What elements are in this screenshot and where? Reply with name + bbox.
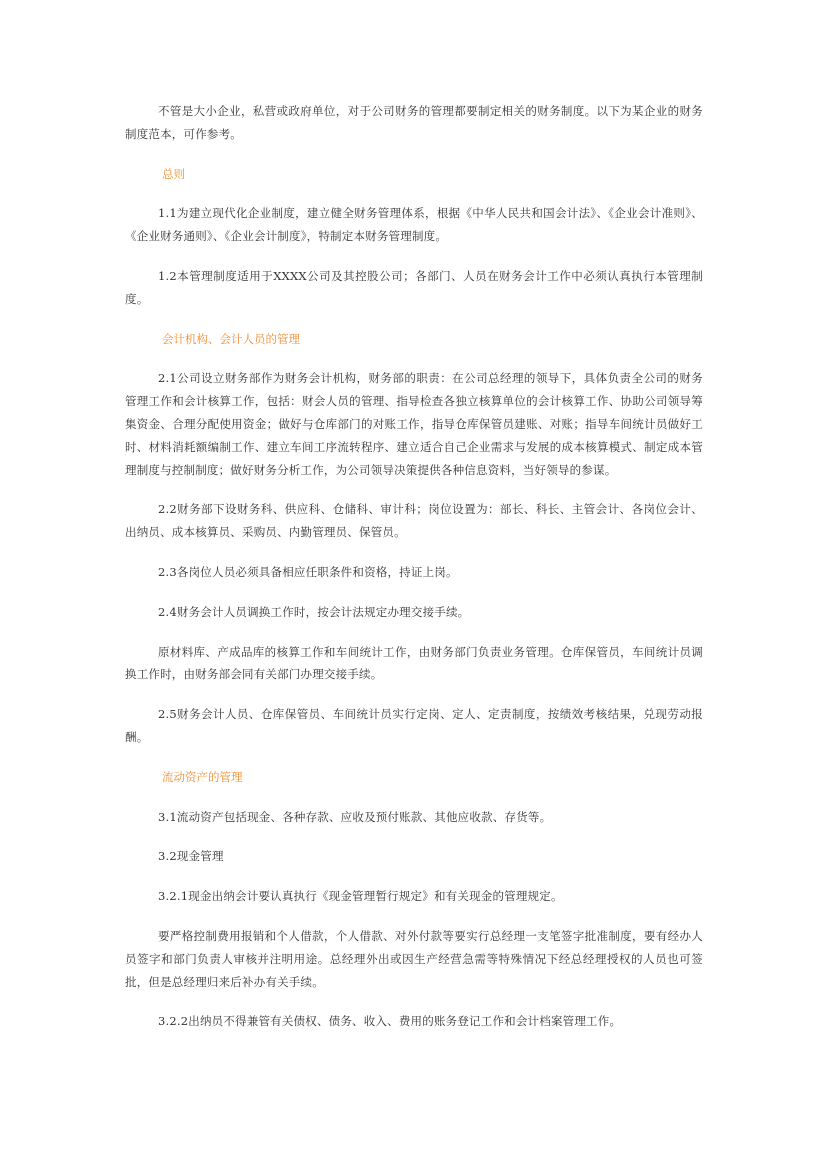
- document-page: [125, 100, 703, 1050]
- section-heading-general: 总则: [162, 166, 185, 181]
- paragraph-3-2-1b: 要严格控制费用报销和个人借款，个人借款、对外付款等要实行总经理一支笔签字批准制度，要有经办人员签字和部门负责人审核并注明用途。总经理外出或因生产经营急需等特殊情况下经总经理授权的人员也可签批，但是总经理归来后补办有关手续。: [125, 928, 703, 989]
- section-heading-accounting-staff: 会计机构、会计人员的管理: [162, 331, 300, 346]
- paragraph-2-5: 2.5财务会计人员、仓库保管员、车间统计员实行定岗、定人、定责制度，按绩效考核结果，兑现劳动报酬。: [125, 707, 703, 744]
- intro-paragraph: 不管是大小企业，私营或政府单位，对于公司财务的管理都要制定相关的财务制度。以下为某企业的财务制度范本，可作参考。: [125, 104, 703, 141]
- paragraph-2-3: 2.3各岗位人员必须具备相应任职条件和资格，持证上岗。: [158, 564, 458, 579]
- paragraph-2-2: 2.2财务部下设财务科、供应科、仓储科、审计科；岗位设置为：部长、科长、主管会计、各岗位会计、出纳员、成本核算员、采购员、内勤管理员、保管员。: [125, 502, 703, 540]
- section-heading-current-assets: 流动资产的管理: [162, 769, 243, 784]
- paragraph-2-4: 2.4财务会计人员调换工作时，按会计法规定办理交接手续。: [158, 604, 470, 619]
- paragraph-3-2-1: 3.2.1现金出纳会计要认真执行《现金管理暂行规定》和有关现金的管理规定。: [158, 889, 563, 904]
- paragraph-2-1: 2.1公司设立财务部作为财务会计机构，财务部的职责：在公司总经理的领导下，具体负责全公司的财务管理工作和会计核算工作，包括：财会人员的管理、指导检查各独立核算单位的会计核算工作、协助公司领导筹集资金、合理分配使用资金；做好与仓库部门的对账工作，指导仓库保管员建账、对账；指导车间统计员做好工时、材料消耗额编制工作、建立车间工序流转程序、建立适合自己企业需求与发展的成本核算模式、制定成本管理制度与控制制度；做好财务分析工作，为公司领导决策提供各种信息资料，当好领导的参谋。: [125, 371, 703, 477]
- paragraph-2-4b: 原材料库、产成品库的核算工作和车间统计工作，由财务部门负责业务管理。仓库保管员，车间统计员调换工作时，由财务部会同有关部门办理交接手续。: [125, 644, 703, 682]
- paragraph-1-2: 1.2本管理制度适用于XXXX公司及其控股公司；各部门、人员在财务会计工作中必须认真执行本管理制度。: [125, 268, 703, 306]
- paragraph-3-2: 3.2现金管理: [158, 849, 224, 864]
- paragraph-3-2-2: 3.2.2出纳员不得兼管有关债权、债务、收入、费用的账务登记工作和会计档案管理工作。: [158, 1014, 622, 1029]
- paragraph-1-1: 1.1为建立现代化企业制度，建立健全财务管理体系，根据《中华人民共和国会计法》、《企业会计准则》、《企业财务通则》、《企业会计制度》，特制定本财务管理制度。: [125, 206, 703, 244]
- paragraph-3-1: 3.1流动资产包括现金、各种存款、应收及预付账款、其他应收款、存货等。: [158, 809, 552, 824]
